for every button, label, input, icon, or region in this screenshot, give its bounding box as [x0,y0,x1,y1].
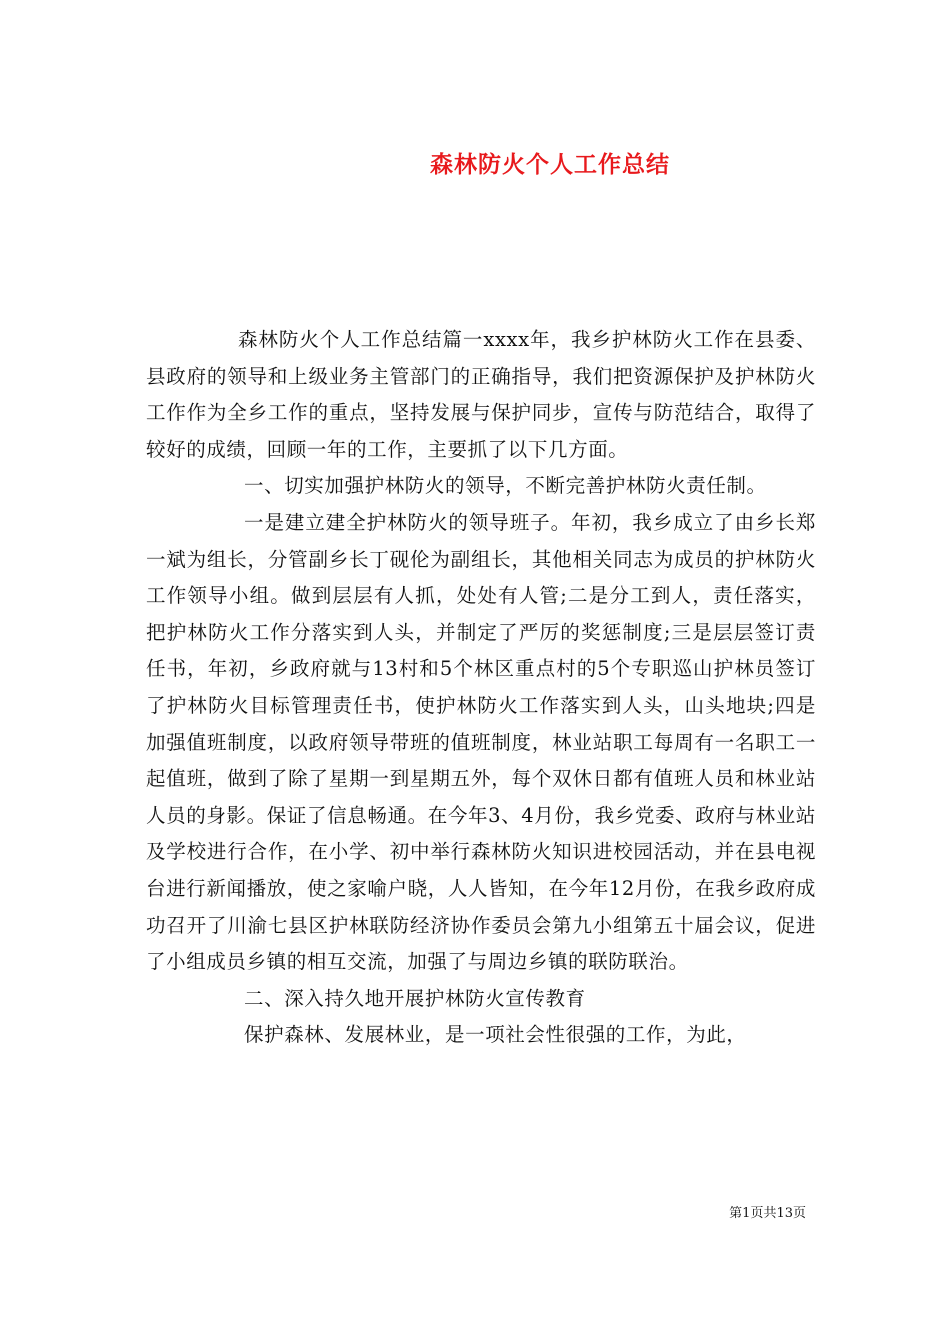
page-title: 森林防火个人工作总结 [430,151,670,179]
paragraph-leadership: 一是建立建全护林防火的领导班子。年初，我乡成立了由乡长郑一斌为组长，分管副乡长丁砚伦为副组长，其他相关同志为成员的护林防火工作领导小组。做到层层有人抓，处处有人管;二是分工到人，责任落实，把护林防火工作分落实到人头，并制定了严厉的奖惩制度;三是层层签订责任书，年初，乡政府就与13村和5个林区重点村的5个专职巡山护林员签订了护林防火目标管理责任书，使护林防火工作落实到人头，山头地块;四是加强值班制度，以政府领导带班的值班制度，林业站职工每周有一名职工一起值班，做到了除了星期一到星期五外，每个双休日都有值班人员和林业站人员的身影。保证了信息畅通。在今年3、4月份，我乡党委、政府与林业站及学校进行合作，在小学、初中举行森林防火知识进校园活动，并在县电视台进行新闻播放，使之家喻户晓，人人皆知，在今年12月份，在我乡政府成功召开了川渝七县区护林联防经济协作委员会第九小组第五十届会议，促进了小组成员乡镇的相互交流，加强了与周边乡镇的联防联治。 [146,510,816,974]
section-heading-2: 二、深入持久地开展护林防火宣传教育 [244,986,586,1010]
paragraph-intro: 森林防火个人工作总结篇一xxxx年，我乡护林防火工作在县委、县政府的领导和上级业务主管部门的正确指导，我们把资源保护及护林防火工作作为全乡工作的重点，坚持发展与保护同步，宣传与防范结合，取得了较好的成绩，回顾一年的工作，主要抓了以下几方面。 [146,328,816,461]
page-number: 第1页共13页 [729,1206,806,1221]
section-heading-1: 一、切实加强护林防火的领导，不断完善护林防火责任制。 [244,474,767,498]
document-body [146,322,816,1054]
paragraph-protection: 保护森林、发展林业，是一项社会性很强的工作，为此， [244,1023,747,1047]
